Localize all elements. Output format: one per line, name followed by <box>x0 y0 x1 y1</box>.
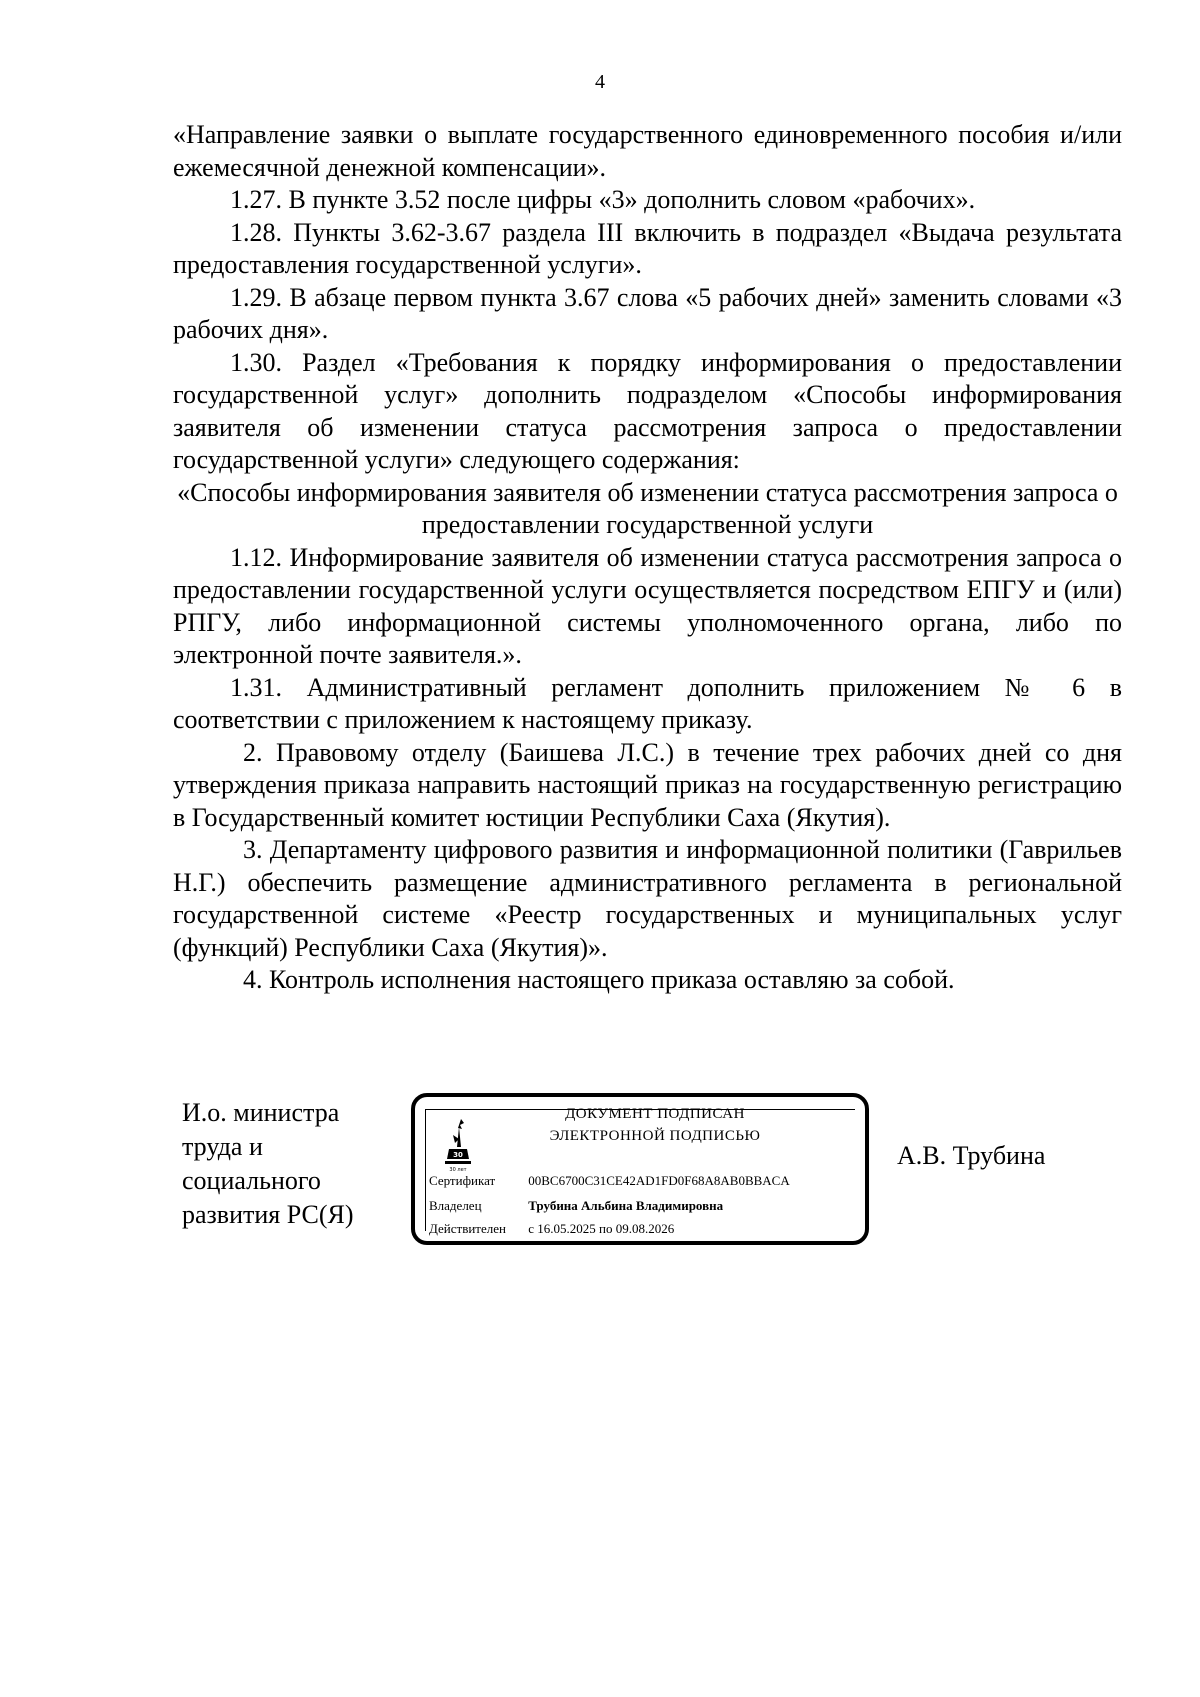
certificate-label: Сертификат <box>429 1173 496 1188</box>
stamp-title <box>505 1103 805 1147</box>
signer-position-line: развития РС(Я) <box>182 1200 354 1229</box>
certificate-value: 00BC6700C31CE42AD1FD0F68A8AB0BBACA <box>528 1173 790 1188</box>
stamp-validity-row <box>429 1221 674 1237</box>
paragraph-continuation: «Направление заявки о выплате государственного единовременного пособия и/или ежемесячной денежной компенсации». <box>173 120 1122 182</box>
paragraph-1-30: 1.30. Раздел «Требования к порядку информирования о предоставлении государственной услуг» дополнить подразделом «Способы информирования заявителя об изменении статуса рассмотрения запроса о предоставлении государственной услуги» следующего содержания: <box>173 347 1122 474</box>
signer-position-line: труда и <box>182 1132 263 1161</box>
owner-value: Трубина Альбина Владимировна <box>528 1198 724 1213</box>
signer-position-line: социального <box>182 1166 321 1195</box>
paragraph-1-27: 1.27. В пункте 3.52 после цифры «3» дополнить словом «рабочих». <box>230 185 976 214</box>
validity-value: с 16.05.2025 по 09.08.2026 <box>528 1221 675 1236</box>
paragraph-1-31: 1.31. Административный регламент дополнить приложением № 6 в соответствии с приложением к настоящему приказу. <box>173 672 1122 734</box>
paragraph-3: 3. Департаменту цифрового развития и информационной политики (Гаврильев Н.Г.) обеспечить размещение административного регламента в региональной государственной системе «Реестр государственных и муниципальных услуг (функций) Республики Саха (Якутия)». <box>173 835 1122 962</box>
signer-position-line: И.о. министра <box>182 1098 340 1127</box>
paragraph-4: 4. Контроль исполнения настоящего приказа оставляю за собой. <box>243 965 955 994</box>
signer-name: А.В. Трубина <box>897 1141 1046 1170</box>
emblem-caption: 30 лет <box>449 1167 467 1173</box>
paragraph-1-12: 1.12. Информирование заявителя об изменении статуса рассмотрения запроса о предоставлении государственной услуги осуществляется посредством ЕПГУ и (или) РПГУ, либо информационной системы уполномоченного органа, либо по электронной почте заявителя.». <box>173 542 1122 669</box>
paragraph-1-29: 1.29. В абзаце первом пункта 3.67 слова «5 рабочих дней» заменить словами «3 рабочих дня». <box>173 282 1122 344</box>
document-body <box>173 119 1122 997</box>
emblem-icon <box>443 1117 473 1173</box>
paragraph-2: 2. Правовому отделу (Баишева Л.С.) в течение трех рабочих дней со дня утверждения приказа направить настоящий приказ на государственную регистрацию в Государственный комитет юстиции Республики Саха (Якутия). <box>173 737 1122 832</box>
owner-label: Владелец <box>429 1198 482 1213</box>
electronic-signature-stamp <box>411 1093 869 1245</box>
validity-label: Действителен <box>429 1221 506 1236</box>
subsection-heading: «Способы информирования заявителя об изменении статуса рассмотрения запроса о предоставлении государственной услуги <box>177 477 1118 539</box>
signer-position <box>182 1096 402 1232</box>
stamp-title-line: ЭЛЕКТРОННОЙ ПОДПИСЬЮ <box>549 1128 761 1144</box>
stamp-certificate-row <box>429 1173 790 1189</box>
svg-text:30: 30 <box>453 1151 463 1159</box>
stamp-title-line: ДОКУМЕНТ ПОДПИСАН <box>565 1106 745 1122</box>
stamp-owner-row <box>429 1198 723 1214</box>
paragraph-1-28: 1.28. Пункты 3.62-3.67 раздела III включить в подраздел «Выдача результата предоставления государственной услуги». <box>173 217 1122 279</box>
page-number: 4 <box>595 71 605 93</box>
